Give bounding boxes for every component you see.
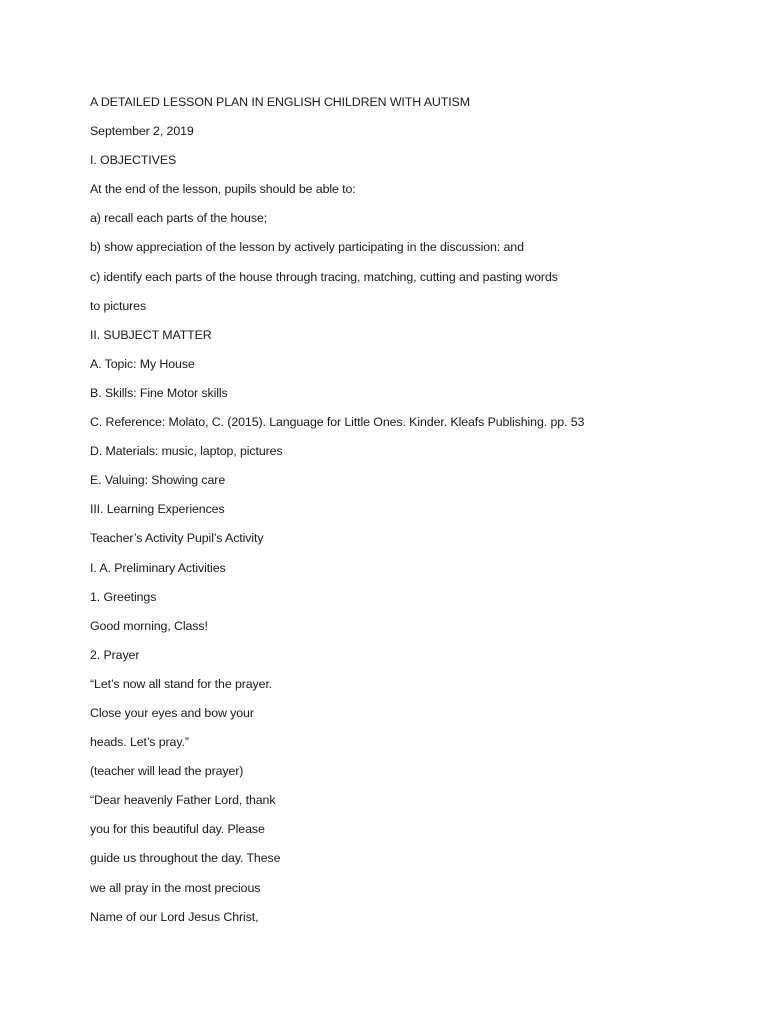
section-heading-subject-matter: II. SUBJECT MATTER: [90, 327, 212, 342]
text-line: At the end of the lesson, pupils should be able to:: [90, 182, 356, 197]
document-body: [90, 92, 730, 936]
text-line: (teacher will lead the prayer): [90, 764, 244, 779]
objective-item: b) show appreciation of the lesson by actively participating in the discussion: and: [90, 240, 524, 255]
subject-item: B. Skills: Fine Motor skills: [90, 385, 228, 400]
text-line: Teacher’s Activity Pupil’s Activity: [90, 531, 264, 546]
text-line: I. A. Preliminary Activities: [90, 560, 226, 575]
text-line: to pictures: [90, 298, 147, 313]
document-title: A DETAILED LESSON PLAN IN ENGLISH CHILDREN WITH AUTISM: [90, 95, 470, 109]
document-date: September 2, 2019: [90, 124, 194, 139]
subject-item: A. Topic: My House: [90, 356, 195, 371]
section-heading-learning-experiences: III. Learning Experiences: [90, 502, 225, 517]
text-line: you for this beautiful day. Please: [90, 822, 265, 837]
subject-item: D. Materials: music, laptop, pictures: [90, 444, 283, 459]
text-line: guide us throughout the day. These: [90, 851, 281, 866]
text-line: Name of our Lord Jesus Christ,: [90, 909, 259, 924]
subject-item: E. Valuing: Showing care: [90, 473, 226, 488]
objective-item: c) identify each parts of the house through tracing, matching, cutting and pasting words: [90, 269, 558, 284]
text-line: we all pray in the most precious: [90, 880, 261, 895]
text-line: Good morning, Class!: [90, 618, 208, 633]
text-line: Close your eyes and bow your: [90, 705, 254, 720]
text-line: “Let’s now all stand for the prayer.: [90, 676, 273, 691]
text-line: heads. Let’s pray.”: [90, 735, 189, 750]
section-heading-objectives: I. OBJECTIVES: [90, 153, 177, 168]
text-line: “Dear heavenly Father Lord, thank: [90, 793, 276, 808]
subject-item: C. Reference: Molato, C. (2015). Language for Little Ones. Kinder. Kleafs Publishing. pp. 53: [90, 415, 585, 430]
text-line: 2. Prayer: [90, 647, 140, 662]
text-line: 1. Greetings: [90, 589, 157, 604]
objective-item: a) recall each parts of the house;: [90, 211, 268, 226]
